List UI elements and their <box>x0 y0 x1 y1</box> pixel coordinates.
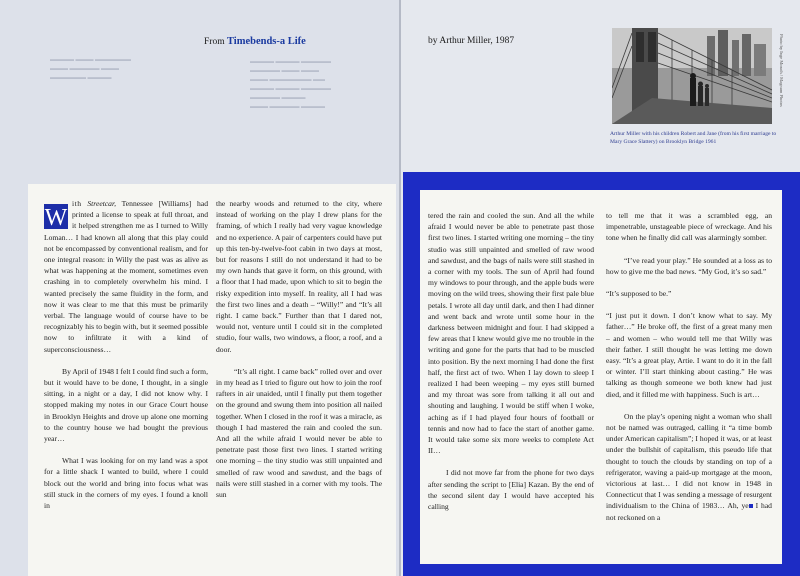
bleed-through-left: ▬▬▬▬ ▬▬▬ ▬▬▬▬▬▬ ▬▬▬ ▬▬▬▬▬ ▬▬▬ ▬▬▬▬▬▬ ▬▬▬▬ <box>50 57 131 81</box>
opening-word-rest: ith <box>72 199 82 208</box>
left-column-1 <box>44 198 208 511</box>
bridge-photo-image <box>612 28 772 124</box>
paragraph: “It’s supposed to be.” <box>606 289 672 299</box>
right-text-panel <box>420 190 782 564</box>
bridge-photo <box>612 28 772 124</box>
left-column-2 <box>216 198 382 500</box>
right-column-1 <box>428 210 594 512</box>
paragraph: By April of 1948 I felt I could find such a form, but it would have to be done, I thought, in a single sitting, in a night or a day, I did not know why. I stopped making my notes in our Grace Court house in Brooklyn Heights and drove up alone one morning to the country house we had bought the previous year… <box>44 366 208 444</box>
paragraph: Tennessee [Williams] had printed a license to speak at full throat, and it helped strengthen me as I turned to Willy Loman… I had known all along that this play could not be encompassed by conventional realism, and for one integral reason: in Willy the past was as alive as what was happening at the moment, sometimes even crashing in to completely overwhelm his mind. I wanted precisely the same fluidity in the form, and now it was clear to me that this must be primarily verbal. The language would of course have to be recognizably his to begin with, but it seemed possible now to infiltrate it with a kind of superconsciousness… <box>44 199 208 354</box>
author-byline: by Arthur Miller, 1987 <box>428 36 515 46</box>
photo-credit: Photo by Inge Morath / Magnum Photos <box>779 34 784 107</box>
paragraph: “It’s all right. I came back” rolled over and over in my head as I tried to figure out how to join the roof rafters in air unaided, until I finally put them together on the ground and swung them into position all nailed together. When I closed in the roof it was a miracle, as though I had mastered the rain and cooled the sun. And all the while afraid I would never be able to penetrate past those first two lines. I started writing one morning – the tiny studio was still unpainted and smelled of raw wood and sawdust, and the bags of nails were still stashed in a corner with my tools. The sun <box>216 366 382 500</box>
paragraph-end: I had not reckoned on a <box>606 501 772 522</box>
paragraph: the nearby woods and returned to the city, where instead of working on the play I drew plans for the framing, of which I really had very vague knowledge and no experience. A pair of carpenters could have put up this ten-by-twelve-foot cabin in two days at most, but for reasons I still do not understand it had to be my own hands that gave it form, on this ground, with a floor that I had made, upon which to sit to begin the risky expedition into myself. In reality, all I had was the first two lines and a death – “Willy!” and “It’s all right. I came back.” Further than that I dared not, would not, venture until I could sit in the completed studio, four walls, two windows, a floor, a roof, and a door. <box>216 199 382 354</box>
right-column-2 <box>606 210 772 523</box>
book-title: Timebends-a Life <box>226 36 306 47</box>
left-text-panel <box>28 184 396 576</box>
paragraph: tered the rain and cooled the sun. And all the while afraid I would never be able to penetrate past those first two lines. I started writing one morning – the tiny studio was still unpainted and smelled of raw wood and sawdust, and the bags of nails were still stashed in a corner with my tools. The sun of April had found my windows to pour through, and the apple buds were moving on the wild trees, showing their first pale blue petals. I wrote all day until dark, and then I had dinner and went back and wrote until some hour in the darkness between midnight and four. I had skipped a few areas that I knew would give me no trouble in the writing and gone for the parts that had to be muscled into position. By the next morning I had done the first half, the first act of two. When I lay down to sleep I realized I had been weeping – my eyes still burned and my throat was sore from talking it all out and shouting and laughing. I would be stiff when I woke, aching as if I had played four hours of football or tennis and now had to face the start of another game. It would take some six more weeks to complete Act II… <box>428 211 594 456</box>
photo-caption: Arthur Miller with his children Robert and Jane (from his first marriage to Mary Grace Slattery) on Brooklyn Bridge 1961 <box>610 131 777 145</box>
play-title: Streetcar, <box>87 199 116 208</box>
bleed-through-left-2: ▬▬▬▬ ▬▬▬▬ ▬▬▬▬▬ ▬▬▬▬▬ ▬▬▬ ▬▬▬ ▬▬▬ ▬▬▬▬▬▬▬ ▬▬ ▬▬▬▬ ▬▬▬▬ ▬▬▬▬▬ ▬▬▬▬▬ ▬▬▬▬ ▬▬▬ ▬▬▬▬▬ ▬▬▬▬ <box>250 59 331 110</box>
page-header-left <box>204 36 306 47</box>
text-cursor-marker <box>749 504 753 508</box>
paragraph: What I was looking for on my land was a spot for a little shack I wanted to build, where I could block out the world and bring into focus what was still stuck in the corners of my eyes. I found a knoll in <box>44 456 208 511</box>
paragraph: to tell me that it was a scrambled egg, an impenetrable, unstageable piece of wreckage. And his tone when he finally did call was alarmingly somber. <box>606 211 772 243</box>
paragraph: On the play’s opening night a woman who shall not be named was outraged, calling it “a time bomb under American capitalism”; I hoped it was, or at least under the bullshit of capitalism, this pseudo life that thought to touch the clouds by standing on top of a refrigerator, waving a paid-up mortgage at the moon, victorious at last… I did not know in 1948 in Connecticut that I was sending a message of resurgent individualism to the China of 1983… Ah, ye <box>606 411 772 511</box>
paragraph: “I’ve read your play.” He sounded at a loss as to how to give me the bad news. “My God, it’s so sad.” <box>606 255 772 276</box>
paragraph: I did not move far from the phone for two days after sending the script to [Elia] Kazan. By the end of the second silent day I would have accepted his calling <box>428 468 594 512</box>
drop-cap: W <box>44 205 68 231</box>
header-from: From <box>204 37 225 47</box>
paragraph: “I just put it down. I don’t know what to say. My father…” He broke off, the first of a great many men – and women – who would tell me that Willy was their father. I still thought he was letting me down easy. “It’s a great play, Artie. I want to do it in the fall or winter. I’ll start thinking about casting.” He was talking as though someone we both knew had just died, and it filled me with happiness. Such is art… <box>606 311 772 399</box>
